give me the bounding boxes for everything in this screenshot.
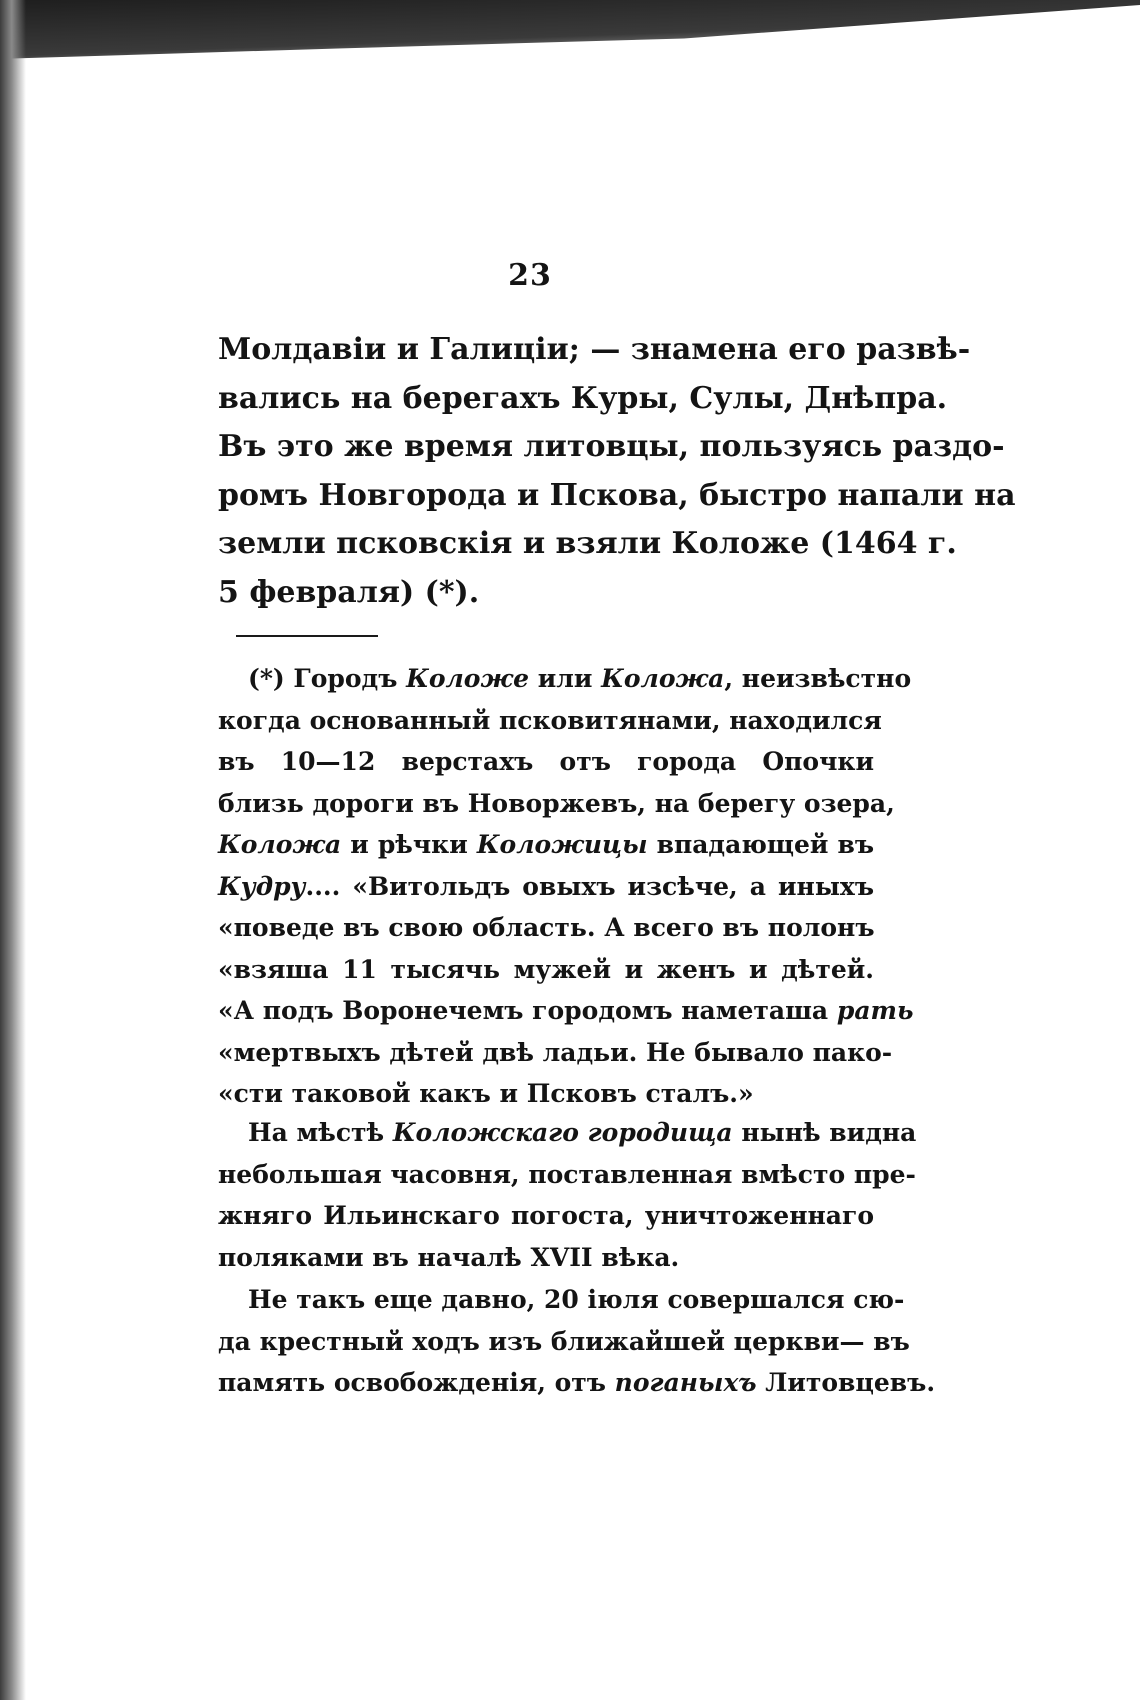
text-line: «взяша 11 тысячь мужей и женъ и дѣтей. [218, 954, 874, 984]
footnote-divider [236, 635, 378, 637]
text-line [218, 824, 874, 866]
italic-place-name: Коложа [601, 664, 725, 693]
text-line [218, 1112, 917, 1154]
italic-place-name: Коложицы [476, 830, 648, 859]
text-line [218, 1362, 936, 1404]
text-run: На мѣстѣ [248, 1118, 393, 1147]
text-line: Не такъ еще давно, 20 іюля совершался сю- [248, 1285, 905, 1314]
text-line: земли псковскія и взяли Коложе (1464 г. [218, 526, 957, 561]
footnote-paragraph [218, 1279, 936, 1404]
italic-place-name: Коложскаго городища [392, 1118, 733, 1147]
text-line: поляками въ началѣ XVII вѣка. [218, 1242, 680, 1272]
text-line: да крестный ходъ изъ ближайшей церкви— въ [218, 1326, 910, 1356]
text-line: въ 10—12 верстахъ отъ города Опочки [218, 747, 874, 776]
text-line: вались на берегахъ Куры, Сулы, Днѣпра. [218, 380, 948, 416]
italic-place-name: Коложе [406, 664, 530, 693]
text-run: впадающей въ [647, 830, 875, 859]
text-run: и рѣчки [341, 830, 477, 859]
text-line: 5 февраля) (*). [218, 574, 480, 610]
text-run: память освобожденія, отъ [218, 1368, 615, 1397]
text-run: (*) Городъ [248, 664, 407, 693]
text-line: «мертвыхъ дѣтей двѣ ладьи. Не бывало пако- [218, 1037, 893, 1067]
text-line: близь дороги въ Новоржевъ, на берегу озера, [218, 788, 895, 818]
page-number: 23 [508, 258, 552, 293]
text-line [218, 990, 914, 1032]
text-run: нынѣ видна [732, 1118, 917, 1147]
text-run: , неизвѣстно [724, 664, 912, 693]
text-run: Литовцевъ. [756, 1368, 936, 1397]
scan-binding-shadow [0, 0, 26, 1700]
text-line [218, 866, 874, 908]
text-run: .... «Витольдъ овыхъ изсѣче, а иныхъ [305, 871, 874, 901]
main-paragraph [218, 326, 1016, 617]
italic-word: рать [836, 996, 914, 1025]
scan-top-edge-shadow [0, 0, 1140, 62]
italic-place-name: Кудру [218, 871, 306, 901]
text-line [218, 658, 912, 700]
text-line: небольшая часовня, поставленная вмѣсто пре- [218, 1159, 916, 1189]
text-line: когда основанный псковитянами, находился [218, 705, 882, 735]
text-line: «поведе въ свою область. А всего въ полонъ [218, 913, 875, 942]
text-line: «сти таковой какъ и Псковъ сталъ.» [218, 1079, 754, 1108]
text-run: или [529, 664, 602, 693]
italic-word: поганыхъ [614, 1368, 757, 1397]
footnote-paragraph [218, 1112, 917, 1278]
footnote-paragraph [218, 658, 914, 1115]
text-line: жняго Ильинскаго погоста, уничтоженнаго [218, 1201, 874, 1230]
text-line: Въ это же время литовцы, пользуясь раздо- [218, 429, 1005, 464]
text-line: Молдавіи и Галиціи; — знамена его развѣ- [218, 332, 971, 367]
italic-place-name: Коложа [218, 830, 342, 859]
text-run: «А подъ Воронечемъ городомъ наметаша [218, 996, 837, 1025]
text-line: ромъ Новгорода и Пскова, быстро напали на [218, 477, 1016, 513]
